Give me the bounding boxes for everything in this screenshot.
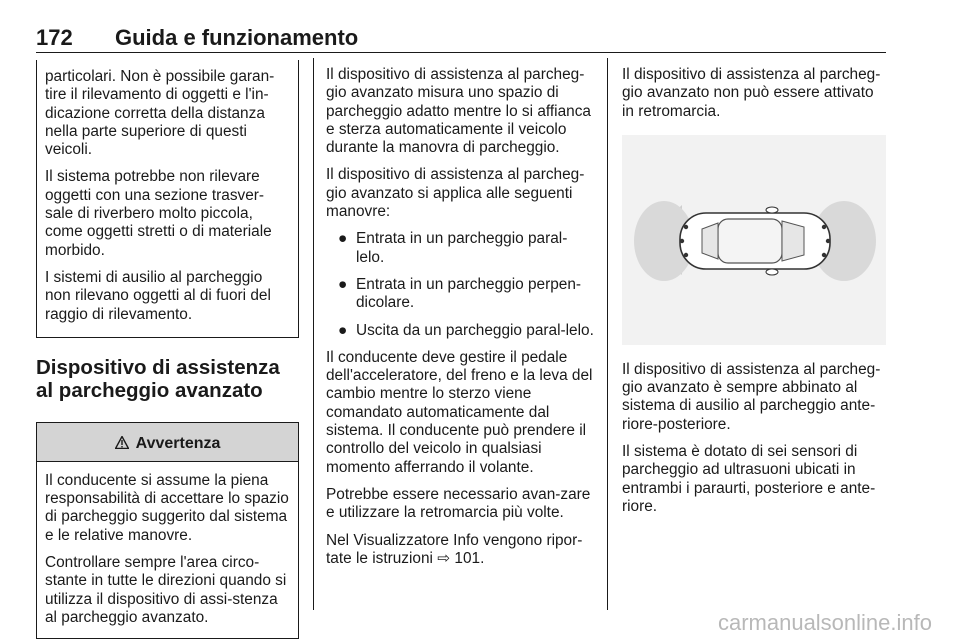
column-left (36, 60, 298, 639)
paragraph: Il dispositivo di assistenza al parcheg-gio avanzato è sempre abbinato al sistema di ausilio al parcheggio ante-riore-posteriore. (622, 360, 881, 433)
paragraph: Il dispositivo di assistenza al parcheg-gio avanzato si applica alle seguenti manovre: (326, 166, 585, 221)
paragraph: Il sistema è dotato di sei sensori di parcheggio ad ultrasuoni ubicati in entrambi i paraurti, posteriore e ante-riore. (622, 443, 876, 515)
warning-body (37, 462, 298, 638)
bullet: ● (338, 230, 348, 248)
paragraph: Controllare sempre l'area circo-stante in tutte le direzioni quando si utilizza il dispositivo di assi-stenza al parcheggio avanzato. (45, 554, 287, 626)
warning-triangle-icon (115, 432, 134, 452)
page-header (36, 26, 886, 53)
bullet: ● (338, 275, 348, 293)
paragraph: Potrebbe essere necessario avan-zare e utilizzare la retromarcia più volte. (326, 485, 591, 522)
paragraph: particolari. Non è possibile garan-tire il rilevamento di oggetti e l'in-dicazione corretta della distanza nella parte superiore di questi veicoli. (45, 68, 275, 159)
page-title: Guida e funzionamento (115, 25, 359, 50)
paragraph: Il dispositivo di assistenza al parcheg-gio avanzato misura uno spazio di parcheggio adatto mentre lo si affianca e sterza automaticamente il veicolo durante la manovra di parcheggio. (326, 66, 591, 157)
sensor-dot (680, 239, 684, 243)
warning-box (36, 422, 299, 639)
sensor-dot (684, 253, 688, 257)
note-box-continuation (36, 60, 299, 338)
column-right (622, 66, 886, 525)
bullet: ● (338, 321, 348, 339)
rear-window (702, 223, 718, 259)
paragraph: I sistemi di ausilio al parcheggio non rilevano oggetti al di fuori del raggio di rilevamento. (45, 268, 271, 323)
side-mirror (766, 207, 778, 213)
paragraph: Nel Visualizzatore Info vengono ripor-tate le istruzioni ⇨ 101. (326, 531, 583, 567)
list-item: ● Entrata in un parcheggio paral-lelo. (338, 230, 568, 266)
list-item: ● Uscita da un parcheggio paral-lelo. (338, 321, 594, 339)
paragraph: Il conducente si assume la piena responsabilità di accettare lo spazio di parcheggio suggerito dal sistema e le relative manovre. (45, 471, 289, 544)
side-mirror (766, 269, 778, 275)
warning-title: Avvertenza (135, 434, 221, 452)
watermark: carmanualsonline.info (717, 610, 932, 635)
column-divider (313, 58, 314, 610)
section-heading: Dispositivo di assistenza al parcheggio avanzato (36, 355, 280, 402)
paragraph: Il dispositivo di assistenza al parcheg-gio avanzato non può essere attivato in retromarcia. (622, 66, 881, 120)
sensor-dot (822, 225, 826, 229)
warning-header (37, 423, 298, 462)
column-middle (326, 66, 594, 577)
sensor-dot (822, 253, 826, 257)
page-number: 172 (36, 25, 73, 50)
car-roof (718, 219, 782, 263)
paragraph: Il sistema potrebbe non rilevare oggetti con una sezione trasver-sale di riverbero molto piccola, come oggetti stretti o di materiale morbido. (45, 168, 272, 259)
list-item: ● Entrata in un parcheggio perpen-dicolare. (338, 275, 582, 312)
windshield (782, 221, 804, 261)
sensor-dot (826, 239, 830, 243)
column-divider (607, 58, 608, 610)
manoeuvre-list (326, 230, 594, 339)
page-reference-arrow-icon: ⇨ (437, 549, 451, 567)
car-top-view-illustration (622, 135, 886, 345)
parking-sensor-figure (622, 135, 886, 345)
sensor-dot (684, 225, 688, 229)
page-reference-link[interactable]: 101. (454, 549, 485, 567)
paragraph: Il conducente deve gestire il pedale dell'acceleratore, del freno e la leva del cambio mentre lo sterzo viene comandato automaticamente dal sistema. Il conducente può prendere il controllo del veicolo in qualsiasi momento afferrando il volante. (326, 348, 593, 476)
